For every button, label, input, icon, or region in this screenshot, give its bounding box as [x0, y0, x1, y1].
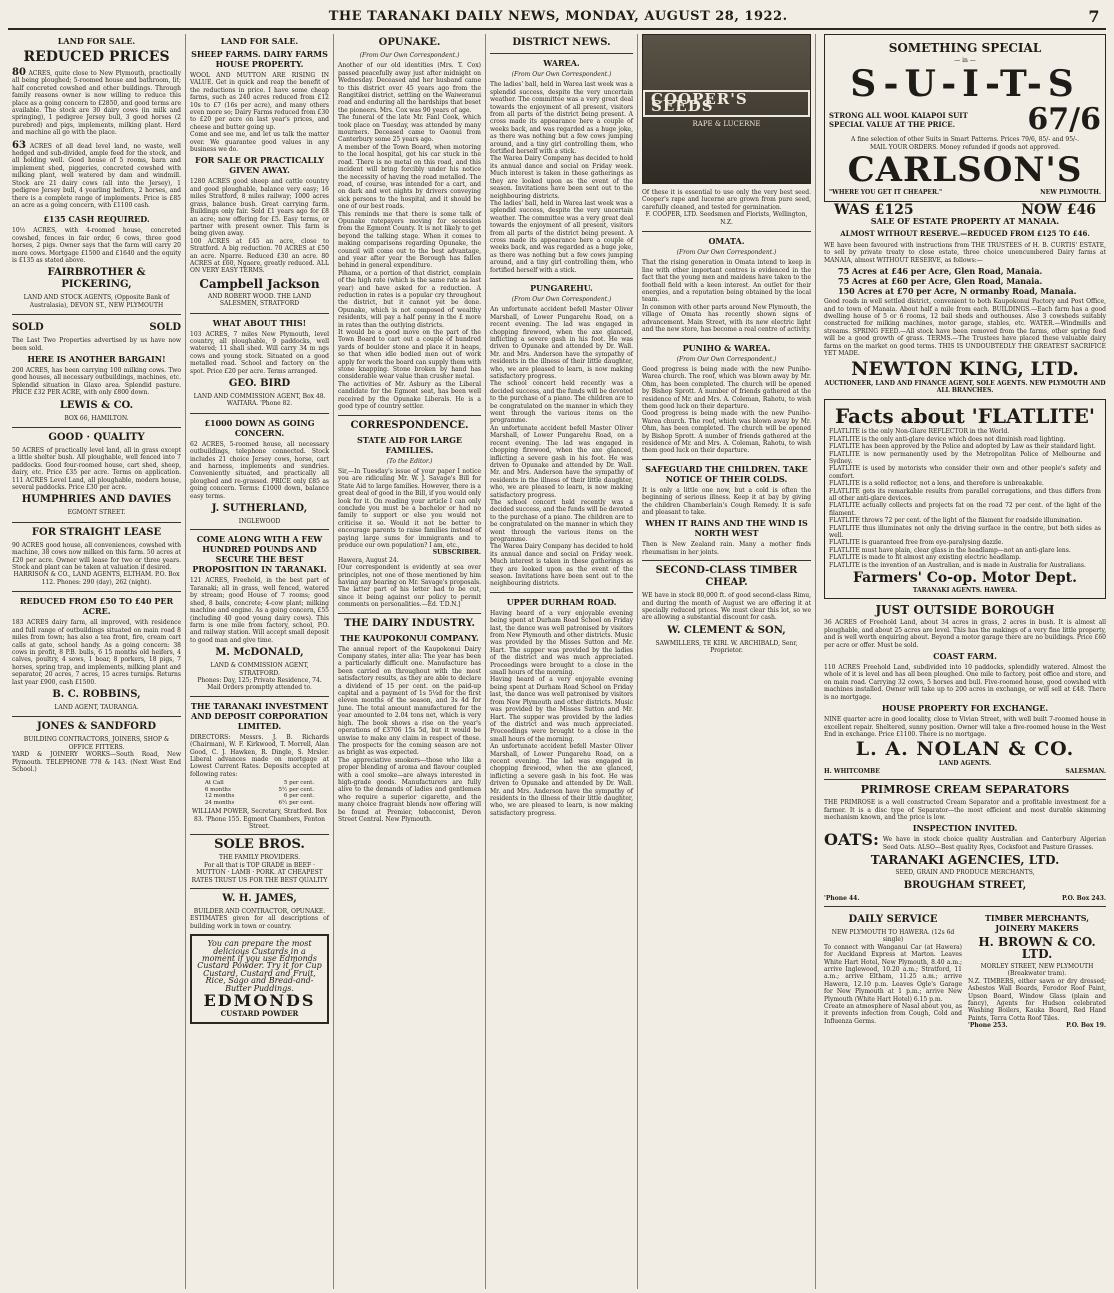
- listing-text: 50 ACRES of practically level land, all in grass except a little shelter bush. All ploughable, well fenced into 7 paddocks. Good four-roomed house, cart shed, sheep, dairy, etc. Price £35 per acre. Terms on application. 111 ACRES Level Land, all ploughable, modern house, several paddocks. Price £30 per acre.: [12, 447, 181, 492]
- article-subtitle: WAREA.: [543, 58, 580, 68]
- ad-text: You can prepare the most delicious Custards in a moment if you use Edmonds Custard Powder. Try it for Cup Custard, Custard and Fruit, Rice, Sago and Bread-and-Butter Puddings.: [197, 939, 322, 993]
- list-item: FLATLITE is the only anti-glare device which does not diminish road lighting.: [829, 435, 1066, 443]
- listing-text: 183 ACRES dairy farm, all improved, with residence and full range of outbuildings situated on main road 8 miles from town; has also a tea front, fire, cream cart calls at gate, school handy. As a going concern: 38 cows in profit, 8 P.B. bulls, 6 15 months old heifers, 4 calves, poultry, 4 sows, 1 boar, 8 porkers, 18 pigs, 7 horses, spring trap, and implements, milking plant and separator, 20 acres, 7 acres, 15 acres turnips. Returns last year £900, cash £1500.: [12, 619, 181, 686]
- ad-heading: COME ALONG WITH A FEW HUNDRED POUNDS AND SECURE THE BEST PROPOSITION IN TARANAKI.: [192, 534, 327, 575]
- listing-text: 121 ACRES, Freehold, in the best part of Taranaki; all in grass, well fenced, watered by stream; good House of 7 rooms; good shed, 8 bails, concrete; 4-cow plant; milking machine and engine. As a going concern, £55 (including 40 good young dairy cows). This farm is one mile from factory, school, P.O. and railway station. Will accept small deposit to good man and give time.: [190, 577, 329, 644]
- ad-title: SOLE BROS.: [214, 837, 305, 853]
- article-subtitle: UPPER DURHAM ROAD.: [506, 596, 617, 607]
- ad-title: PRIMROSE CREAM SEPARATORS: [860, 783, 1070, 797]
- ad-subtitle: THE FAMILY PROVIDERS.: [218, 854, 301, 862]
- ad-title: GOOD · QUALITY: [48, 432, 145, 443]
- masthead-title: THE TARANAKI DAILY NEWS, MONDAY, AUGUST 28, 1922.: [328, 8, 788, 24]
- masthead: [8, 4, 1106, 30]
- column-3: [334, 34, 486, 1289]
- agent-name: W. H. JAMES,: [222, 893, 297, 905]
- ad-heading: SAFEGUARD THE CHILDREN. TAKE NOTICE OF THEIR COLDS.: [645, 463, 808, 484]
- article-paragraph: Good progress is being made with the new Puniho-Warea church. The roof, which was blown away by Mr. Ohm, has been completed. The church will be opened by Bishop Sprott. A number of friends gathered at the residence of Mr. and Mrs. A. Coleman, Rahotu, to wish them good luck on their departure.: [642, 410, 811, 455]
- article-paragraph: Good progress is being made with the new Puniho-Warea church. The roof, which was blown away by Mr. Ohm, has been completed. The church will be opened by Bishop Sprott. A number of friends gathered at the residence of Mr. and Mrs. A. Coleman, Rahotu, to wish them good luck on their departure.: [642, 365, 811, 410]
- bottom-ads: [824, 911, 1106, 1030]
- ad-heading: £135 CASH REQUIRED.: [43, 214, 150, 225]
- ad-agent: F. COOPER, LTD. Seedsmen and Florists, Wellington, N.Z.: [645, 211, 808, 226]
- brand-logo: CARLSON'S: [847, 150, 1083, 191]
- column-4: [486, 34, 638, 1289]
- listing-text: NINE quarter acre in good locality, close to Vivian Street, with well built 7-roomed house in excellent repair. Sheltered, sunny position. Owner will take a five-roomed house in the West End in exchange. Price £1100. There is no mortgage.: [824, 716, 1106, 738]
- article-paragraph: The ladies' ball, held in Warea last week was a splendid success, despite the very uncertain weather. The committee was a very great deal towards the enjoyment of all present, visitors from all parts of the district being present. A cross made its appearance here a couple of weeks back, and was regarded as a huge joke, as there was nothing but a few cows jumping around, and a tiny girl controlling them, who fortified herself with a stick.: [490, 199, 633, 274]
- agent-address: TARANAKI AGENTS. HAWERA.: [912, 587, 1018, 595]
- suit-price: 67/6: [1027, 102, 1101, 138]
- ad-title: Facts about 'FLATLITE': [834, 404, 1096, 429]
- agent-address: BOX 66, HAMILTON.: [64, 414, 129, 422]
- listing-text: For all that is TOP GRADE in BEEF · MUTTON · LAMB · PORK. AT CHEAPEST RATES TRUST US FOR THE BEST QUALITY: [191, 861, 328, 884]
- list-item: FLATLITE is guaranteed free from eye-paralysing dazzle.: [829, 539, 1004, 547]
- suit-description: STRONG ALL WOOL KAIAPOI SUIT SPECIAL VALUE AT THE PRICE.: [829, 111, 968, 130]
- agent-role: LAND AGENTS.: [938, 760, 992, 768]
- list-item: 75 Acres at £60 per Acre, Glen Road, Manaia.: [838, 276, 1043, 287]
- listing-text: DIRECTORS: Messrs. J. B. Richards (Chairman), W. F. Kirkwood, T. Morrell, Alan Good, C. J. Hawken, R. Dingle, S. Mrsler. Liberal advances made on mortgage at Lowest Current Rates. Deposits accepted at following rates:: [190, 733, 329, 778]
- agent-address: HARRISON & CO., LAND AGENTS, ELTHAM. P.O. Box 112. Phones: 290 (day), 262 (night).: [13, 571, 180, 586]
- article-paragraph: The school concert held recently was a decided success, and the funds will be devoted to the purchase of a piano. The children are to be congratulated on the manner in which they went through the various items on the programme.: [490, 380, 633, 425]
- list-item: FLATLITE must have plain, clear glass in the headlamp—not an anti-glare lens.: [829, 546, 1071, 554]
- ad-text: Of these it is essential to use only the very best seed. Cooper's rape and lucerne are grown from pure seed, carefully cleaned, and tested for germination.: [642, 189, 811, 211]
- brown-ad: [968, 911, 1106, 1030]
- ad-text: Then is New Zealand rain. Many a mother finds rheumatism in her joints.: [642, 541, 811, 556]
- agent-name: B. C. ROBBINS,: [52, 688, 141, 700]
- brand-subtitle: RAPE & LUCERNE: [692, 119, 761, 128]
- article-byline: (To the Editor.): [386, 457, 433, 465]
- list-item: FLATLITE gets its remarkable results from parallel corrugations, and thus differs from all other anti-glare devices.: [829, 487, 1101, 502]
- ad-subtitle: BUILDING CONTRACTORS, JOINERS, SHOP & OFFICE FITTERS.: [23, 736, 170, 751]
- agent-name: FAIRBROTHER & PICKERING,: [47, 267, 146, 291]
- ad-heading: REDUCED FROM £50 TO £40 PER ACRE.: [19, 596, 174, 617]
- article-title: OPUNAKE.: [378, 37, 441, 48]
- ad-heading: TIMBER MERCHANTS, JOINERY MAKERS: [984, 912, 1090, 933]
- article-paragraph: An unfortunate accident befell Master Oliver Marshall, of Lower Pungarehu Road, on a recent evening. The lad was engaged in chopping firewood, when the axe glanced, inflicting a severe gash in his foot. He was driven to Opunake and attended by Dr. Wall. Mr. and Mrs. Anderson have the sympathy of residents in the illness of their little daughter, who, we are pleased to learn, is now making satisfactory progress.: [490, 743, 633, 817]
- agent-name: TARANAKI AGENCIES, LTD.: [870, 853, 1060, 868]
- list-item: FLATLITE throws 72 per cent. of the light of the filament for roadside illumination.: [829, 517, 1083, 525]
- listing-text: 1280 ACRES good sheep and cattle country and good ploughable, balance very easy; 16 miles Stratford, 8 miles railway; 1000 acres grass, balance bush. Great carrying farm. Buildings only fair. Sold £1 years ago for £8 an acre; now offering for £5. Easy terms, or partner with present owner. This farm is being given away.: [190, 178, 329, 238]
- article-paragraph: Sir,—In Tuesday's issue of your paper I notice you are ridiculing Mr. W. J. Savage's Bill for State Aid to large families. However, there is a great deal of good in the Bill, if you would only look for it. On reading your article I can only conclude you must be a bachelor or had no family to support or else you would not criticise it so. Would it not be better to encourage parents to raise families instead of paying large sums for immigrants and to produce our own population? I am, etc.,: [338, 467, 481, 549]
- article-subtitle: PUNIHO & WAREA.: [682, 342, 771, 353]
- edmonds-ad: [190, 934, 329, 1023]
- editor-note: [Our correspondent is evidently at sea over principles, not one of those mentioned by him having any bearing on Mr. Savage's proposals. The latter part of his letter had to be cut, since it being against our policy to permit comments on personalities.—Ed. T.D.N.]: [338, 564, 481, 609]
- phone: 'Phone 44.: [824, 894, 860, 902]
- listing-text: WOOL AND MUTTON ARE RISING IN VALUE. Get in quick and reap the benefit of the reductions in price. I have some cheap farms, such as 240 acres reduced from £12 10s to £7 (16s per acre), and many others even more so; Dairy Farms reduced from £30 to £20 per acre on last year's prices, and cheese and butter going up.: [190, 72, 329, 131]
- article-title: DISTRICT NEWS.: [512, 37, 611, 48]
- agent-name: HUMPHRIES AND DAVIES: [21, 494, 172, 506]
- agent-name: Campbell Jackson: [199, 276, 320, 291]
- ad-text: N.Z. TIMBERS, either sawn or dry dressed; Asbestos Wall Boards, Ferodor Roof Paint, Upson Board, Window Glass (plain and fancy), Agents for Hudson celebrated Washing Boilers, Kauka Board, Red Hand Paints, Terra Cotta Roof Tiles.: [968, 977, 1106, 1022]
- ad-heading: ALMOST WITHOUT RESERVE.—REDUCED FROM £125 TO £46.: [840, 229, 1090, 239]
- list-item: FLATLITE has been approved by the Police and adopted by Law as their standard light.: [829, 443, 1096, 451]
- article-paragraph: Having heard of a very enjoyable evening being spent at Durham Road School on Friday last, the dance was well patronised by visitors from New Plymouth and other districts. Music was provided by the Misses Sutton and Mr. Hart. The supper was provided by the ladies of the district and was much appreciated. Proceedings were brought to a close in the small hours of the morning.: [490, 609, 633, 677]
- ad-text: We have in stock choice quality Australian and Canterbury Algerian Seed Oats. ALSO—Best quality Ryes, Cocksfoot and Pasture Grasses.: [882, 836, 1106, 851]
- ad-heading: WHAT ABOUT THIS!: [212, 317, 307, 328]
- agent-address: LAND AND COMMISSION AGENT, Box 48. WAITARA. 'Phone 82.: [193, 393, 326, 408]
- listing-text: 103 ACRES, 7 miles New Plymouth, level country, all ploughable, 9 paddocks, well watered; 11 shall shed. Will carry 34 m ngs cows and young stock. Situated on a good metalled road. School and factory on the spot. Price £20 per acre. Terms arranged.: [190, 330, 329, 375]
- agent-address: MORLEY STREET, NEW PLYMOUTH (Breakwater tram).: [980, 962, 1094, 978]
- listing-text: 100 ACRES at £45 an acre, close to Stratford. A big reduction. 70 ACRES at £50 an acre. Nparre. Reduced £30 an acre. 80 ACRES at £60, Ngaere, greatly reduced. ALL ON VERY EASY TERMS.: [190, 237, 329, 275]
- deposit-rates-table: [204, 780, 315, 806]
- agent-name: H. BROWN & CO. LTD.: [978, 934, 1096, 961]
- salesman-role: SALESMAN.: [1065, 767, 1106, 775]
- list-item: FLATLITE is a solid reflector, not a lens, and therefore is unbreakable.: [829, 480, 1044, 488]
- ad-text: MAIL YOUR ORDERS. Money refunded if goods not approved.: [869, 143, 1061, 151]
- article-byline: (From Our Own Correspondent.): [511, 71, 612, 78]
- table-row: 6 months 5½ per cent.: [204, 786, 315, 793]
- ad-title: SHEEP FARMS. DAIRY FARMS HOUSE PROPERTY.: [191, 49, 328, 69]
- listing-text: ESTIMATES given for all descriptions of building work in town or country.: [190, 915, 329, 930]
- agent-address: SEED, GRAIN AND PRODUCE MERCHANTS,: [895, 869, 1035, 877]
- ad-text: Create an atmosphere of Nasal about you, as it prevents infection from Cough, Cold and Influenza Germs.: [824, 1003, 962, 1025]
- ad-title: SALE OF ESTATE PROPERTY AT MANAIA.: [870, 216, 1060, 227]
- article-paragraph: The appreciative smokers—those who like a proper blending of aroma and flavour coupled with a cool smoke—are always interested in high-grade goods. Manufacturers are fully alive to the demands of ladies and gentlemen who require a superior cigarette, and the many choice fragrant blends now offering will be found at Premier, tobacconist, Devon Street Central. New Plymouth.: [338, 756, 481, 823]
- article-paragraph: Having heard of a very enjoyable evening being spent at Durham Road School on Friday last, the dance was well patronised by visitors from New Plymouth and other districts. Music was provided by the Misses Sutton and Mr. Hart. The supper was provided by the ladies of the district and was much appreciated. Proceedings were brought to a close in the small hours of the morning.: [490, 676, 633, 743]
- list-item: FLATLITE thus illuminates not only the driving surface in the centre, but both sides as well.: [829, 524, 1101, 539]
- ad-heading: FOR SALE OR PRACTICALLY GIVEN AWAY.: [195, 155, 324, 176]
- article-subtitle: PUNGAREHU.: [530, 282, 593, 293]
- ad-headline: S-U-I-T-S: [850, 63, 1080, 106]
- article-subtitle: STATE AID FOR LARGE FAMILIES.: [356, 434, 463, 455]
- article-paragraph: Another of our old identities (Mrs. T. Cox) passed peacefully away just after midnight on Wednesday. Deceased and her husband came to this district over 45 years ago from the Rangitikei district, settling on the Waiweranui road and enduring all the hardships that beset the pioneers. Mrs. Cox was 90 years of age.: [338, 62, 481, 114]
- listing-text: 110 ACRES Freehold Land, subdivided into 10 paddocks, splendidly watered. Almost the whole of it is level and has all been ploughed. One mile to factory, post office and store, and on main road. Carrying 32 cows, 5 horses and bull. Five-roomed house, good cowshed with machines installed. Owner will take up to 200 acres in exchange, or will sell at £48. There is no mortgage.: [824, 664, 1106, 701]
- brand-subtitle: CUSTARD POWDER: [220, 1009, 299, 1019]
- ad-heading: INSPECTION INVITED.: [912, 823, 1018, 834]
- ad-heading: HOUSE PROPERTY FOR EXCHANGE.: [881, 703, 1049, 714]
- article-byline: (From Our Own Correspondent.): [676, 355, 777, 363]
- agent-name: LEWIS & CO.: [59, 399, 134, 411]
- ad-title: DAILY SERVICE: [848, 913, 938, 925]
- brand-tagline: "WHERE YOU GET IT CHEAPER.": [829, 189, 943, 197]
- ad-title: THE TARANAKI INVESTMENT AND DEPOSIT CORPORATION LIMITED.: [190, 700, 329, 731]
- sold-banner: SOLD SOLD: [12, 322, 181, 334]
- coopers-seeds-ad-illustration: [642, 34, 811, 184]
- article-paragraph: An unfortunate accident befell Master Oliver Marshall, of Lower Pungarehu Road, on a recent evening. The lad was engaged in chopping firewood, when the axe glanced, inflicting a severe gash in his foot. He was driven to Opunake and attended by Dr. Wall. Mr. and Mrs. Anderson have the sympathy of residents in the illness of their little daughter, who, we are pleased to learn, is now making satisfactory progress.: [490, 306, 633, 381]
- po-box: P.O. Box 243.: [1061, 894, 1106, 902]
- ad-heading: WHEN IT RAINS AND THE WIND IS NORTH WEST: [645, 518, 808, 539]
- ad-text: WE have been favoured with instructions from THE TRUSTEES of H. B. CURTIS' ESTATE, to sell by private treaty to close estate, three choice unencumbered Dairy farms at MANAIA, almost WITHOUT RESERVE, as follows:—: [824, 242, 1106, 264]
- ad-heading: HERE IS ANOTHER BARGAIN!: [27, 353, 166, 364]
- ad-label: OATS:: [824, 830, 879, 850]
- table-row: At Call 5 per cent.: [204, 780, 315, 787]
- agent-address: EGMONT STREET.: [67, 509, 126, 517]
- article-paragraph: In common with other parts around New Plymouth, the village of Omata has recently shown signs of advancement. Main Street, with its new electric light and the new store, has become a real centre of activity.: [642, 303, 811, 334]
- agent-name: W. CLEMENT & SON,: [667, 624, 786, 636]
- table-row: 12 months 6 per cent.: [204, 793, 315, 800]
- ad-title: SECOND-CLASS TIMBER CHEAP.: [655, 565, 798, 589]
- brand-town: NEW PLYMOUTH.: [1040, 189, 1101, 197]
- listing-text: Come and see me, and let us talk the matter over. We guarantee good values in any business we do.: [190, 131, 329, 154]
- article-byline: (From Our Own Correspondent.): [511, 295, 612, 303]
- agent-street: BROUGHAM STREET,: [903, 879, 1027, 891]
- ad-text: A fine selection of other Suits in Smart Patterns. Prices 79/6, 85/- and 95/-.: [851, 136, 1079, 144]
- agent-contact: Phones: Day, 125; Private Residence, 74. Mail Orders promptly attended to.: [197, 676, 322, 692]
- new-price: NOW £46: [1021, 201, 1096, 218]
- flatlite-facts: [829, 428, 1101, 569]
- article-title: CORRESPONDENCE.: [350, 419, 469, 431]
- list-item: FLATLITE is made to fit almost any existing electric headlamp.: [829, 554, 1021, 562]
- listing: 63 ACRES of all dead level land, no waste, well hedged and sub-divided, ample feed for the stock, and all holding well. Good house of 5 rooms, barn and implement shed, piggeries, concreted cowshed with milking plant, well watered by dam and windmill. Stock are 21 dairy cows (all into the Jersey), 1 pedigree Jersey bull, 4 yearling heifers, 2 horses, and there is a complete range of implements. Price is £85 an acre as a going concern, with £1100 cash.: [12, 139, 181, 209]
- listing-text: YARD & JOINERY WORKS—South Road, New Plymouth. TELEPHONE 778 & 143. (Next West End School.): [12, 751, 181, 773]
- brand-logo: EDMONDS: [203, 991, 316, 1011]
- article-paragraph: The Warea Dairy Company has decided to hold its annual dance and social on Friday week. Much interest is taken in these gatherings as they are looked upon as the event of the season. Invitations have been sent out to the neighbouring districts.: [490, 543, 633, 588]
- brand-logo: COOPER'S SEEDS: [643, 90, 810, 117]
- ad-text: It is only a little one now, but a cold is often the beginning of serious illness. Keep it at bay by giving the children Chamberlain's Cough Remedy. It is safe and pleasant to take.: [642, 486, 811, 516]
- agent-name: Farmers' Co-op. Motor Dept.: [853, 570, 1077, 587]
- ad-subtitle: — in —: [954, 57, 976, 64]
- agent-name: M. McDONALD,: [215, 647, 304, 659]
- ad-title: REDUCED PRICES: [23, 49, 170, 65]
- listing-text: 36 ACRES of Freehold Land, about 34 acres in grass, 2 acres in bush. It is almost all ploughable, and about 25 acres are level. This has the makings of a very fine little property, and is well worth enquiring about. Beyond a motor garage there are no buildings. Price £60 per acre or offer. Must be sold.: [824, 619, 1106, 649]
- list-item: FLATLITE is the invention of an Australian, and is made in Australia for Australians.: [829, 561, 1086, 569]
- list-item: FLATLITE is now permanently used by the Metropolitan Police of Melbourne and Sydney.: [829, 450, 1101, 465]
- article-paragraph: The annual report of the Kaupokonui Dairy Company states, inter alia: The year has been a particularly difficult one. Manufacture has been carried on throughout with the most satisfactory results, as they are able to declare a dividend of 15 per cent. on the paid-up capital and a payment of 1s 5¼d for the first eleven months of the season, and 3s 4d for June. The total amount manufactured for the year amounted to 2.04 tons net, which is very high. The book shows a rise on the year's operations of £3706 15s 5d, but it would be unwise to make any claim in respect of these. The prospects for the coming season are not as bright as was expected.: [338, 645, 481, 757]
- ad-title: JUST OUTSIDE BOROUGH: [875, 603, 1055, 618]
- column-6: [820, 34, 1110, 1289]
- listing-text: 62 ACRES, 5-roomed house, all necessary outbuildings, telephone connected. Stock includes 21 choice Jersey cows, horse, cart and harness, implements and sundries. Conveniently situated, and practically all ploughed and re-grassed. PRICE only £85 as going concern. Terms: £1000 down, balance easy terms.: [190, 440, 329, 500]
- article-paragraph: The activities of Mr. Asbury as the Liberal candidate for the Egmont seat, has been well received by the Opunake Liberals. He is a good type of country settler.: [338, 380, 481, 411]
- agent-name: GEO. BIRD: [228, 378, 291, 389]
- column-5: [638, 34, 816, 1289]
- ad-title: JONES & SANDFORD: [36, 721, 156, 733]
- agent-name: J. SUTHERLAND,: [211, 503, 308, 515]
- table-row: 24 months 6½ per cent.: [204, 799, 315, 806]
- agent-address: LAND & COMMISSION AGENT, STRATFORD.: [210, 662, 309, 677]
- list-item: FLATLITE is used by motorists who consider their own and other people's safety and comfort.: [829, 465, 1101, 480]
- page-number: 7: [1088, 6, 1100, 26]
- letter-date: Hawera, August 24.: [338, 556, 399, 564]
- ad-heading: £1000 DOWN AS GOING CONCERN.: [204, 417, 315, 438]
- article-paragraph: A member of the Town Board, when motoring to the local hospital, got his car stuck in the road. There is no metal on this road, and this incident will bring forcibly under his notice the necessity of having the road metalled. The road, of course, was intended for a cart, and on dark and wet nights by drivers conveying sick persons to the hospital, and it should be one of our best roads.: [338, 143, 481, 211]
- agent-address: BUILDER AND CONTRACTOR, OPUNAKE.: [193, 908, 326, 916]
- agent-address: INGLEWOOD: [238, 518, 281, 526]
- old-price: WAS £125: [834, 201, 914, 218]
- article-paragraph: This reminds me that there is some talk of Opunake ratepayers moving for secession from the Egmont County. It is not likely to get beyond the talking stage. When it comes to making comparisons regarding Opunake, the council will come out to the best advantage, and year after year the Borough has fallen behind in general expenditure.: [338, 210, 481, 270]
- article-paragraph: The school concert held recently was a decided success, and the funds will be devoted to the purchase of a piano. The children are to be congratulated on the manner in which they went through the various items on the programme.: [490, 498, 633, 543]
- article-paragraph: The funeral of the late Mr. Fanl Cook, which took place on Tuesday, was attended by many mourners. Deceased came to Oaonui from Canterbury some 25 years ago.: [338, 114, 481, 144]
- po-box: P.O. Box 19.: [1066, 1022, 1106, 1030]
- listing-text: 90 ACRES good house, all conveniences, cowshed with machine, 38 cows now milked on this farm. 50 acres at £20 per acre. Owner will lease for two or three years. Stock and plant can be taken at valuation if desired.: [12, 541, 181, 572]
- article-paragraph: The Warea Dairy Company has decided to hold its annual dance and social on Friday week. Much interest is taken in these gatherings as they are looked upon as the event of the season. Invitations have been sent out to the neighbouring districts.: [490, 155, 633, 200]
- agent-address: WILLIAM POWER, Secretary, Stratford. Box 83. 'Phone 155. Egmont Chambers, Fenton Street.: [192, 808, 327, 830]
- agent-address: AND ROBERT WOOD. THE LAND SALESMEN, STRATFORD: [207, 292, 312, 308]
- list-item: 75 Acres at £46 per Acre, Glen Road, Manaia.: [838, 266, 1043, 277]
- letter-signature: SUBSCRIBER.: [432, 549, 481, 557]
- ad-heading: COAST FARM.: [933, 651, 997, 662]
- article-paragraph: Pihama, or a portion of that district, complain of the high rate (which is the same rate as last year) and have asked for a reduction. A reduction in rates is a popular cry throughout the district, but it cannot yet be done. Opunake, which is not composed of wealthy residents, will pay a half penny in the £ more in rates than the outlying districts.: [338, 269, 481, 329]
- phone: 'Phone 253.: [968, 1022, 1008, 1030]
- column-2: [186, 34, 334, 1289]
- article-byline: (From Our Own Correspondent.): [676, 249, 777, 257]
- article-byline: (From Our Own Correspondent.): [359, 52, 460, 59]
- listing: 80 ACRES, quite close to New Plymouth, practically all being ploughed; 5-roomed house and bathroom, lit; half concreted cowshed and other buildings. Through family reasons owner is now willing to reduce this place as a going concern to £2850, and good terms are available. The stock are 30 dairy cows (in milk and springing), 1 pedigree Jersey bull, 3 good horses (2 purebred) and pigs, implements, milking plant. Herd and machine all go with the place.: [12, 67, 181, 137]
- section-header: LAND FOR SALE.: [57, 36, 136, 46]
- agent-name: NEWTON KING, LTD.: [851, 357, 1079, 380]
- ad-text: THE PRIMROSE is a well constructed Cream Separator and a profitable investment for a farmer. It is a disc type of Separator—the most efficient and most durable skimming mechanism known, and the price is low.: [824, 799, 1106, 821]
- article-subtitle: OMATA.: [708, 236, 745, 247]
- listing-text: 200 ACRES, has been carrying 100 milking cows. Two good houses, all necessary outbuildings, machines, etc. Splendid situation in Glaxo area. Splendid pasture. PRICE £32 PER ACRE, with only £800 down.: [12, 366, 181, 397]
- salesman-name: H. WHITCOMBE: [824, 767, 880, 775]
- article-subtitle: THE KAUPOKONUI COMPANY.: [340, 632, 479, 643]
- list-item: FLATLITE is the only Non-Glare REFLECTOR in the World.: [829, 428, 1010, 436]
- agent-address: LAND AND STOCK AGENTS, (Opposite Bank of Australasia), DEVON ST., NEW PLYMOUTH: [23, 294, 170, 309]
- article-paragraph: An unfortunate accident befell Master Oliver Marshall, of Lower Pungarehu Road, on a recent evening. The lad was engaged in chopping firewood, when the axe glanced, inflicting a severe gash in his foot. He was driven to Opunake and attended by Dr. Wall. Mr. and Mrs. Anderson have the sympathy of residents in the illness of their little daughter, who, we are pleased to learn, is now making satisfactory progress.: [490, 424, 633, 499]
- agent-address: SAWMILLERS, TE KIRI. W. ARCHIBALD, Senr, Proprietor.: [655, 639, 798, 655]
- section-header: LAND FOR SALE.: [220, 36, 299, 46]
- agent-address: LAND AGENT, TAURANGA.: [54, 703, 139, 711]
- ad-text: WE have in stock 80,000 ft. of good second-class Rimu, and during the month of August we are offering it at specially reduced prices. We must clear this lot, so we are allowing a substantial discount for cash.: [642, 592, 811, 622]
- sold-text: The Last Two Properties advertised by us have now been sold.: [12, 337, 181, 352]
- lot-list: [824, 266, 1106, 296]
- list-item: 150 Acres at £70 per Acre, N ormanby Road, Manaia.: [838, 286, 1077, 297]
- suits-ad: [824, 34, 1106, 202]
- daily-service-ad: [824, 911, 962, 1030]
- agent-address: AUCTIONEER, LAND AND FINANCE AGENT, SOLE AGENTS. NEW PLYMOUTH AND ALL BRANCHES.: [824, 379, 1106, 394]
- ad-text: Good roads in well settled district, convenient to both Kaupokonui Factory and Post Office, and to town of Manaia. About half a mile from each. BUILDINGS.—Each farm has a good dwelling house of 5 or 6 rooms, 12 bail sheds and outhouses. Also 3 cowsheds suitably constructed for milking machines, motor garage, stables, etc. WATER.—Windmills and streams. SPRING FEED.—All stock have been removed from the farms, other spring feed will be a good growth of grass. TERMS.—The Trustees have placed these valuable dairy farms on the market on good terms. THIS IS UNDOUBTEDLY THE GREATEST SACRIFICE YET MADE.: [824, 298, 1106, 358]
- ad-subtitle: NEW PLYMOUTH TO HAWERA. (12s 6d single): [831, 928, 955, 944]
- column-1: [8, 34, 186, 1289]
- article-paragraph: It would be a good move on the part of the Town Board to cart out a couple of hundred yards of boulder stone and place it in heaps, so that when idle bodied men out of work apply for work the board can supply them with stone knapping. Stone broken by hand has considerable wear value than crusher metal.: [338, 329, 481, 381]
- ad-title: FOR STRAIGHT LEASE: [31, 526, 162, 538]
- list-item: FLATLITE actually collects and projects fat on the road 72 per cent. of the light of the filament.: [829, 502, 1101, 517]
- ad-title: SOMETHING SPECIAL: [888, 41, 1042, 55]
- agent-name: L. A. NOLAN & CO.: [855, 738, 1075, 761]
- listing-text: 10½ ACRES, with 4-roomed house, concreted cowshed, fences in fair order, 6 cows, three good horses, 2 pigs. Owner says that the farm will carry 20 more cows. Mortgage £1500 and £1640 and the equity is £135 as stated above.: [12, 227, 181, 264]
- flatlite-ad: [824, 399, 1106, 599]
- ad-text: To connect with Wanganui Car (at Hawera) for Auckland Express at Marton. Leaves White Hart Hotel, New Plymouth, 8.40 a.m.; arrive Inglewood, 10.20 a.m.; Stratford, 11 a.m.; arrive Eltham, 11.25 a.m.; arrive Hawera, 12.10 p.m. Leaves Ogle's Garage for New Plymouth at 1 p.m.; arrive New Plymouth (White Hart Hotel) 6.15 p.m.: [824, 943, 962, 1003]
- price-banner: [824, 201, 1106, 218]
- article-paragraph: That the rising generation in Omata intend to keep in line with other important centres is evidenced in the fact that the young men and maidens have taken to the football field with a keen interest. An outlet for their energies, and a reputation being obtained by the local team.: [642, 259, 811, 304]
- article-paragraph: The ladies' ball, held in Warea last week was a splendid success, despite the very uncertain weather. The committee was a very great deal towards the enjoyment of all present, visitors from all parts of the district being present. A cross made its appearance here a couple of weeks back, and was regarded as a huge joke, as there was nothing but a few cows jumping around, and a tiny girl controlling them, who fortified herself with a stick.: [490, 81, 633, 156]
- article-title: THE DAIRY INDUSTRY.: [344, 617, 475, 629]
